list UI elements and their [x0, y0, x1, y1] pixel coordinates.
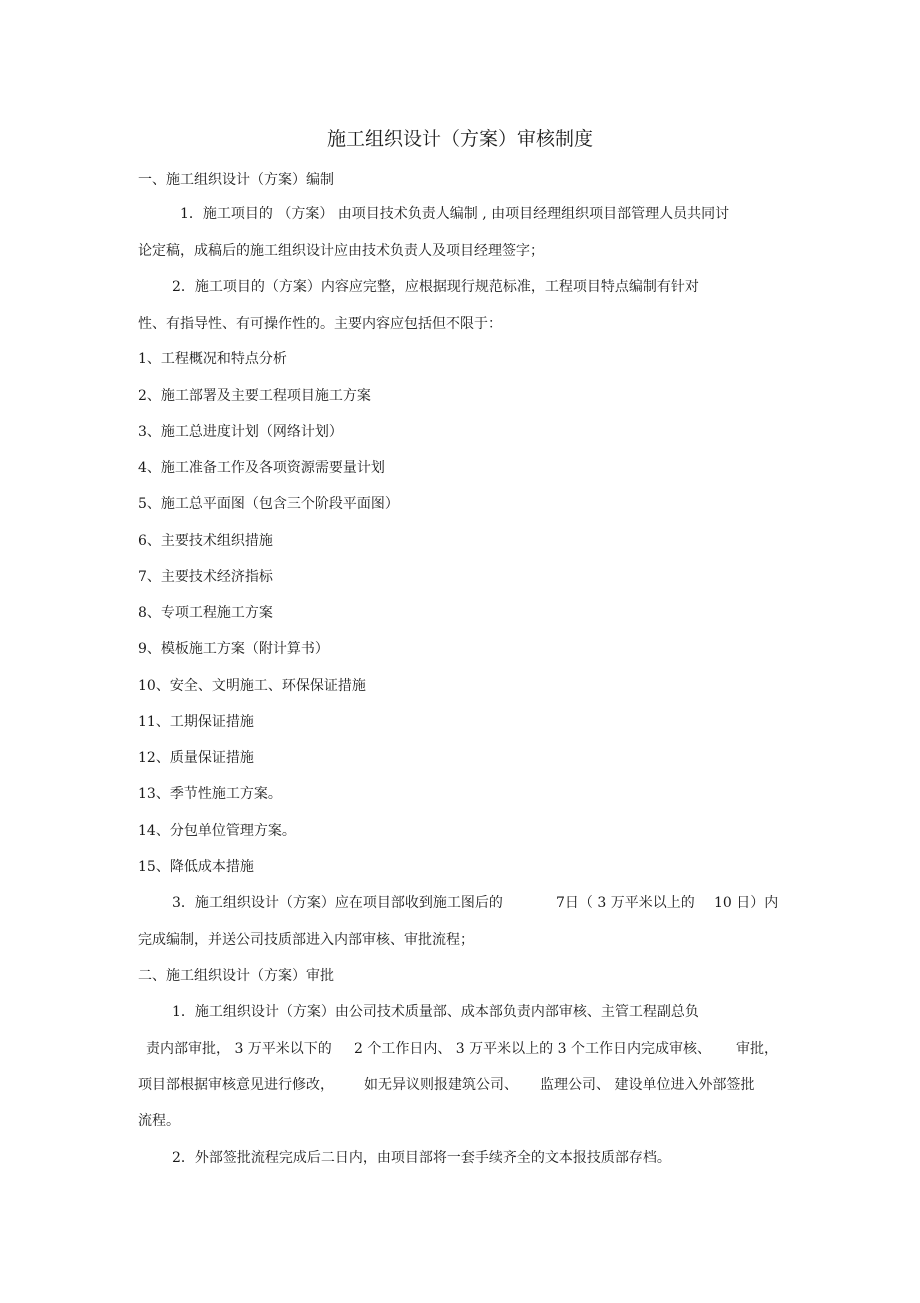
- paragraph-2-line-2: 性、有指导性、有可操作性的。主要内容应包括但不限于：: [138, 316, 502, 332]
- list-item: 12、质量保证措施: [138, 750, 254, 766]
- approval-paragraph-1-line-2-part-a: 责内部审批， 3 万平米以下的: [146, 1041, 332, 1057]
- list-item: 6、主要技术组织措施: [138, 533, 273, 549]
- approval-paragraph-1-line-3-part-a: 项目部根据审核意见进行修改，: [138, 1077, 334, 1093]
- paragraph-1-line-2: 论定稿，成稿后的施工组织设计应由技术负责人及项目经理签字；: [138, 243, 544, 259]
- paragraph-3-line-1-part-c: 10 日）内: [714, 895, 779, 911]
- approval-paragraph-1-line-2-part-b: 2 个工作日内、 3 万平米以上的 3 个工作日内完成审核、: [354, 1041, 711, 1057]
- approval-paragraph-1-line-1: 1．施工组织设计（方案）由公司技术质量部、成本部负责内部审核、主管工程副总负: [172, 1004, 699, 1020]
- paragraph-1-line-1: 1．施工项目的 （方案） 由项目技术负责人编制 , 由项目经理组织项目部管理人员共同讨: [180, 206, 730, 222]
- list-item: 7、主要技术经济指标: [138, 569, 273, 585]
- document-title: 施工组织设计（方案）审核制度: [326, 128, 593, 150]
- list-item: 15、降低成本措施: [138, 859, 254, 875]
- approval-paragraph-1-line-4: 流程。: [138, 1113, 180, 1129]
- section-heading-approval: 二、施工组织设计（方案）审批: [138, 968, 334, 984]
- approval-paragraph-1-line-3-part-b: 如无异议则报建筑公司、: [364, 1077, 518, 1093]
- paragraph-3-line-2: 完成编制，并送公司技质部进入内部审核、审批流程；: [138, 932, 474, 948]
- list-item: 10、安全、文明施工、环保保证措施: [138, 678, 366, 694]
- list-item: 14、分包单位管理方案。: [138, 823, 296, 839]
- list-item: 13、季节性施工方案。: [138, 786, 282, 802]
- list-item: 4、施工准备工作及各项资源需要量计划: [138, 460, 385, 476]
- list-item: 11、工期保证措施: [138, 714, 254, 730]
- approval-paragraph-1-line-3-part-c: 监理公司、 建设单位进入外部签批: [540, 1077, 755, 1093]
- approval-paragraph-1-line-2-part-c: 审批，: [736, 1041, 778, 1057]
- list-item: 5、施工总平面图（包含三个阶段平面图）: [138, 496, 399, 512]
- paragraph-2-line-1: 2．施工项目的（方案）内容应完整，应根据现行规范标准，工程项目特点编制有针对: [172, 279, 699, 295]
- list-item: 2、施工部署及主要工程项目施工方案: [138, 388, 371, 404]
- list-item: 8、专项工程施工方案: [138, 605, 273, 621]
- list-item: 9、模板施工方案（附计算书）: [138, 641, 329, 657]
- approval-paragraph-2-line-1: 2．外部签批流程完成后二日内，由项目部将一套手续齐全的文本报技质部存档。: [172, 1150, 671, 1166]
- section-heading-compile: 一、施工组织设计（方案）编制: [138, 172, 334, 188]
- paragraph-3-line-1-part-a: 3．施工组织设计（方案）应在项目部收到施工图后的: [172, 895, 503, 911]
- list-item: 1、工程概况和特点分析: [138, 351, 287, 367]
- paragraph-3-line-1-part-b: 7日（ 3 万平米以上的: [556, 895, 695, 911]
- list-item: 3、施工总进度计划（网络计划）: [138, 424, 343, 440]
